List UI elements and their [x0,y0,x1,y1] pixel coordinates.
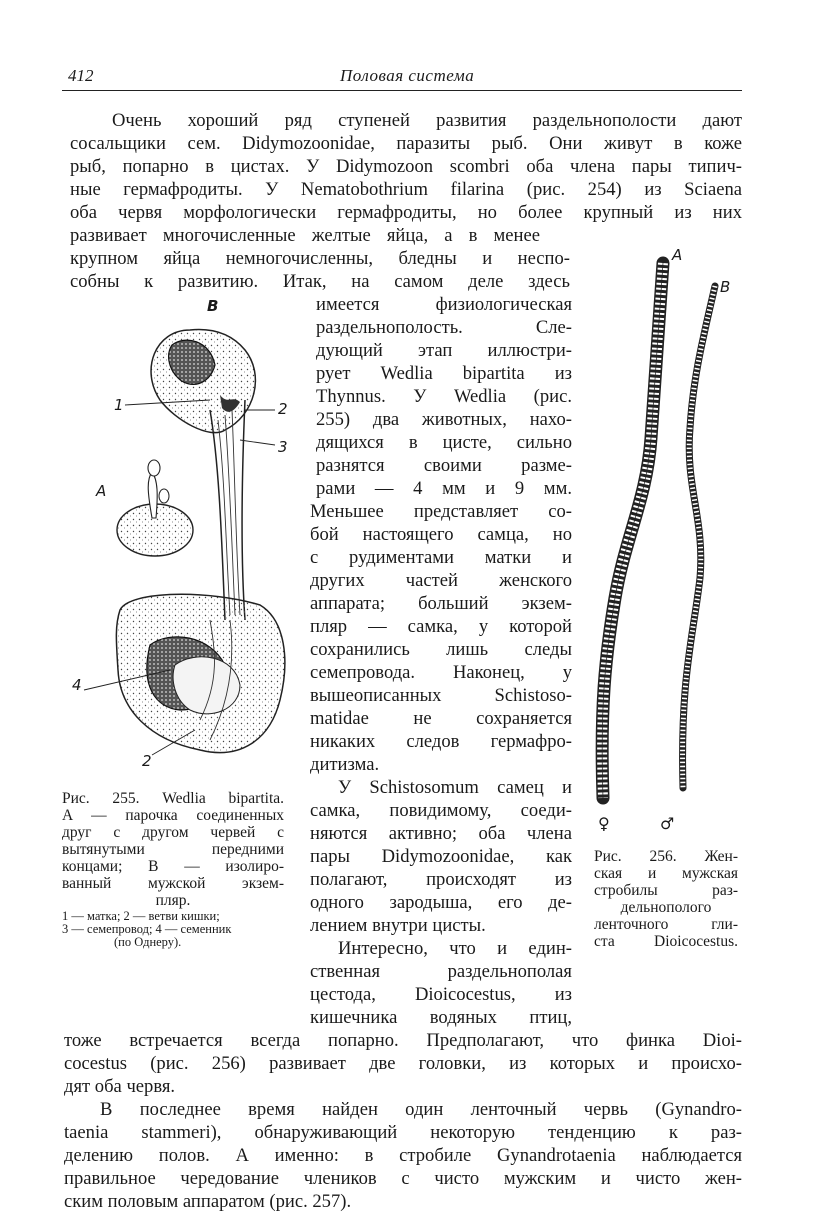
body-line: семепровода. Наконец, у [310,662,572,683]
body-line: дящихся в цисте, сильно [316,432,572,453]
body-line: кишечника водяных птиц, [310,1007,572,1028]
caption-line: пляр. [155,892,191,909]
body-line: тоже встречается всегда попарно. Предполагают, что финка Dioi- [64,1030,742,1051]
body-line: В последнее время найден один ленточный червь (Gynandro- [100,1099,742,1120]
body-line: дующий этап иллюстри- [316,340,572,361]
body-line: одного зародыша, его де- [310,892,572,913]
figure-256-illustration [585,258,745,818]
caption-line: концами; B — изолиро- [62,858,284,875]
body-line: других частей женского [310,570,572,591]
body-line: Меньшее представляет со- [310,501,572,522]
body-line: никаких следов гермафро- [310,731,572,752]
caption-line: A — парочка соединенных [62,807,284,824]
body-line: У Schistosomum самец и [338,777,572,798]
body-line: делению полов. А именно: в стробиле Gynandrotaenia наблюдается [64,1145,742,1166]
male-symbol-icon: ♂ [660,814,675,833]
caption-line: ская и мужская [594,865,738,882]
body-line: Thynnus. У Wedlia (рис. [316,386,572,407]
body-line: ским половым аппаратом (рис. 257). [64,1191,352,1212]
body-line: Интересно, что и един- [338,938,572,959]
caption-line: Рис. 255. Wedlia bipartita. [62,790,284,807]
figure-label-2: 2 [278,400,288,418]
body-line: правильное чередование члеников с чисто мужским и чисто жен- [64,1168,742,1189]
running-title: Половая система [340,66,475,85]
caption-line: стробилы раз- [594,882,738,899]
body-line: 255) два животных, нахо- [316,409,572,430]
body-line: рует Wedlia bipartita из [316,363,572,384]
caption-line: дельнополого [620,899,712,916]
body-line: дят оба червя. [64,1076,176,1097]
legend-line: (по Однеру). [114,935,182,949]
body-line: Очень хороший ряд ступеней развития раздельнополости дают [112,110,742,131]
body-line: имеется физиологическая [316,294,572,315]
figure-label-1: 1 [114,396,124,414]
body-line: рыб, попарно в цистах. У Didymozoon scombri оба члена пары типич- [70,156,742,177]
body-line: рами — 4 мм и 9 мм. [316,478,572,499]
body-line: аппарата; больший экзем- [310,593,572,614]
body-line: ные гермафродиты. У Nematobothrium filarina (рис. 254) из Sciaena [70,179,742,200]
body-line: дитизма. [310,754,380,775]
header-rule [62,90,742,91]
page-number: 412 [68,66,94,85]
caption-line: друг с другом червей с [62,824,284,841]
caption-line: ста Dioicocestus. [594,933,738,950]
figure-255-legend [62,910,284,949]
figure-label-a: A [672,246,683,264]
body-line: сохранились лишь следы [310,639,572,660]
figure-label-2b: 2 [142,752,152,770]
body-line: бой настоящего самца, но [310,524,572,545]
caption-line: Рис. 256. Жен- [594,848,738,865]
body-line: cocestus (рис. 256) развивает две головки, из которых и происхо- [64,1053,742,1074]
body-line: пляр — самка, у которой [310,616,572,637]
body-line: няются активно; оба члена [310,823,572,844]
caption-line: ленточного гли- [594,916,738,933]
body-line: развивает многочисленные желтые яйца, а в менее [70,225,540,246]
figure-label-3: 3 [278,438,288,456]
figure-256-caption [594,848,738,950]
legend-line: 1 — матка; 2 — ветви кишки; [62,909,220,923]
caption-line: ванный мужской экзем- [62,875,284,892]
body-line: оба червя морфологически гермафродиты, но более крупный из них [70,202,742,223]
body-line: сосальщики сем. Didymozoonidae, паразиты рыб. Они живут в коже [70,133,742,154]
body-line: вышеописанных Schistoso- [310,685,572,706]
body-line: matidae не сохраняется [310,708,572,729]
body-line: разнятся своими разме- [316,455,572,476]
female-symbol-icon: ♀ [598,814,610,833]
body-line: ственная раздельнополая [310,961,572,982]
figure-255-illustration [60,290,300,790]
figure-label-4: 4 [72,676,82,694]
body-line: самка, повидимому, соеди- [310,800,572,821]
body-line: крупном яйца немногочисленны, бледны и неспо- [70,248,570,269]
body-line: раздельнополость. Сле- [316,317,572,338]
body-line: цестода, Dioicocestus, из [310,984,572,1005]
body-line: лением внутри цисты. [310,915,486,936]
body-line: собны к развитию. Итак, на самом деле здесь [70,271,570,292]
body-line: с рудиментами матки и [310,547,572,568]
figure-255-caption [62,790,284,909]
figure-label-b: B [207,297,219,315]
figure-label-a: A [96,482,107,500]
legend-line: 3 — семепровод; 4 — семенник [62,922,232,936]
body-line: пары Didymozoonidae, как [310,846,572,867]
body-line: taenia stammeri), обнаруживающий некоторую тенденцию к раз- [64,1122,742,1143]
caption-line: вытянутыми передними [62,841,284,858]
figure-label-b: B [720,278,731,296]
body-line: полагают, происходят из [310,869,572,890]
